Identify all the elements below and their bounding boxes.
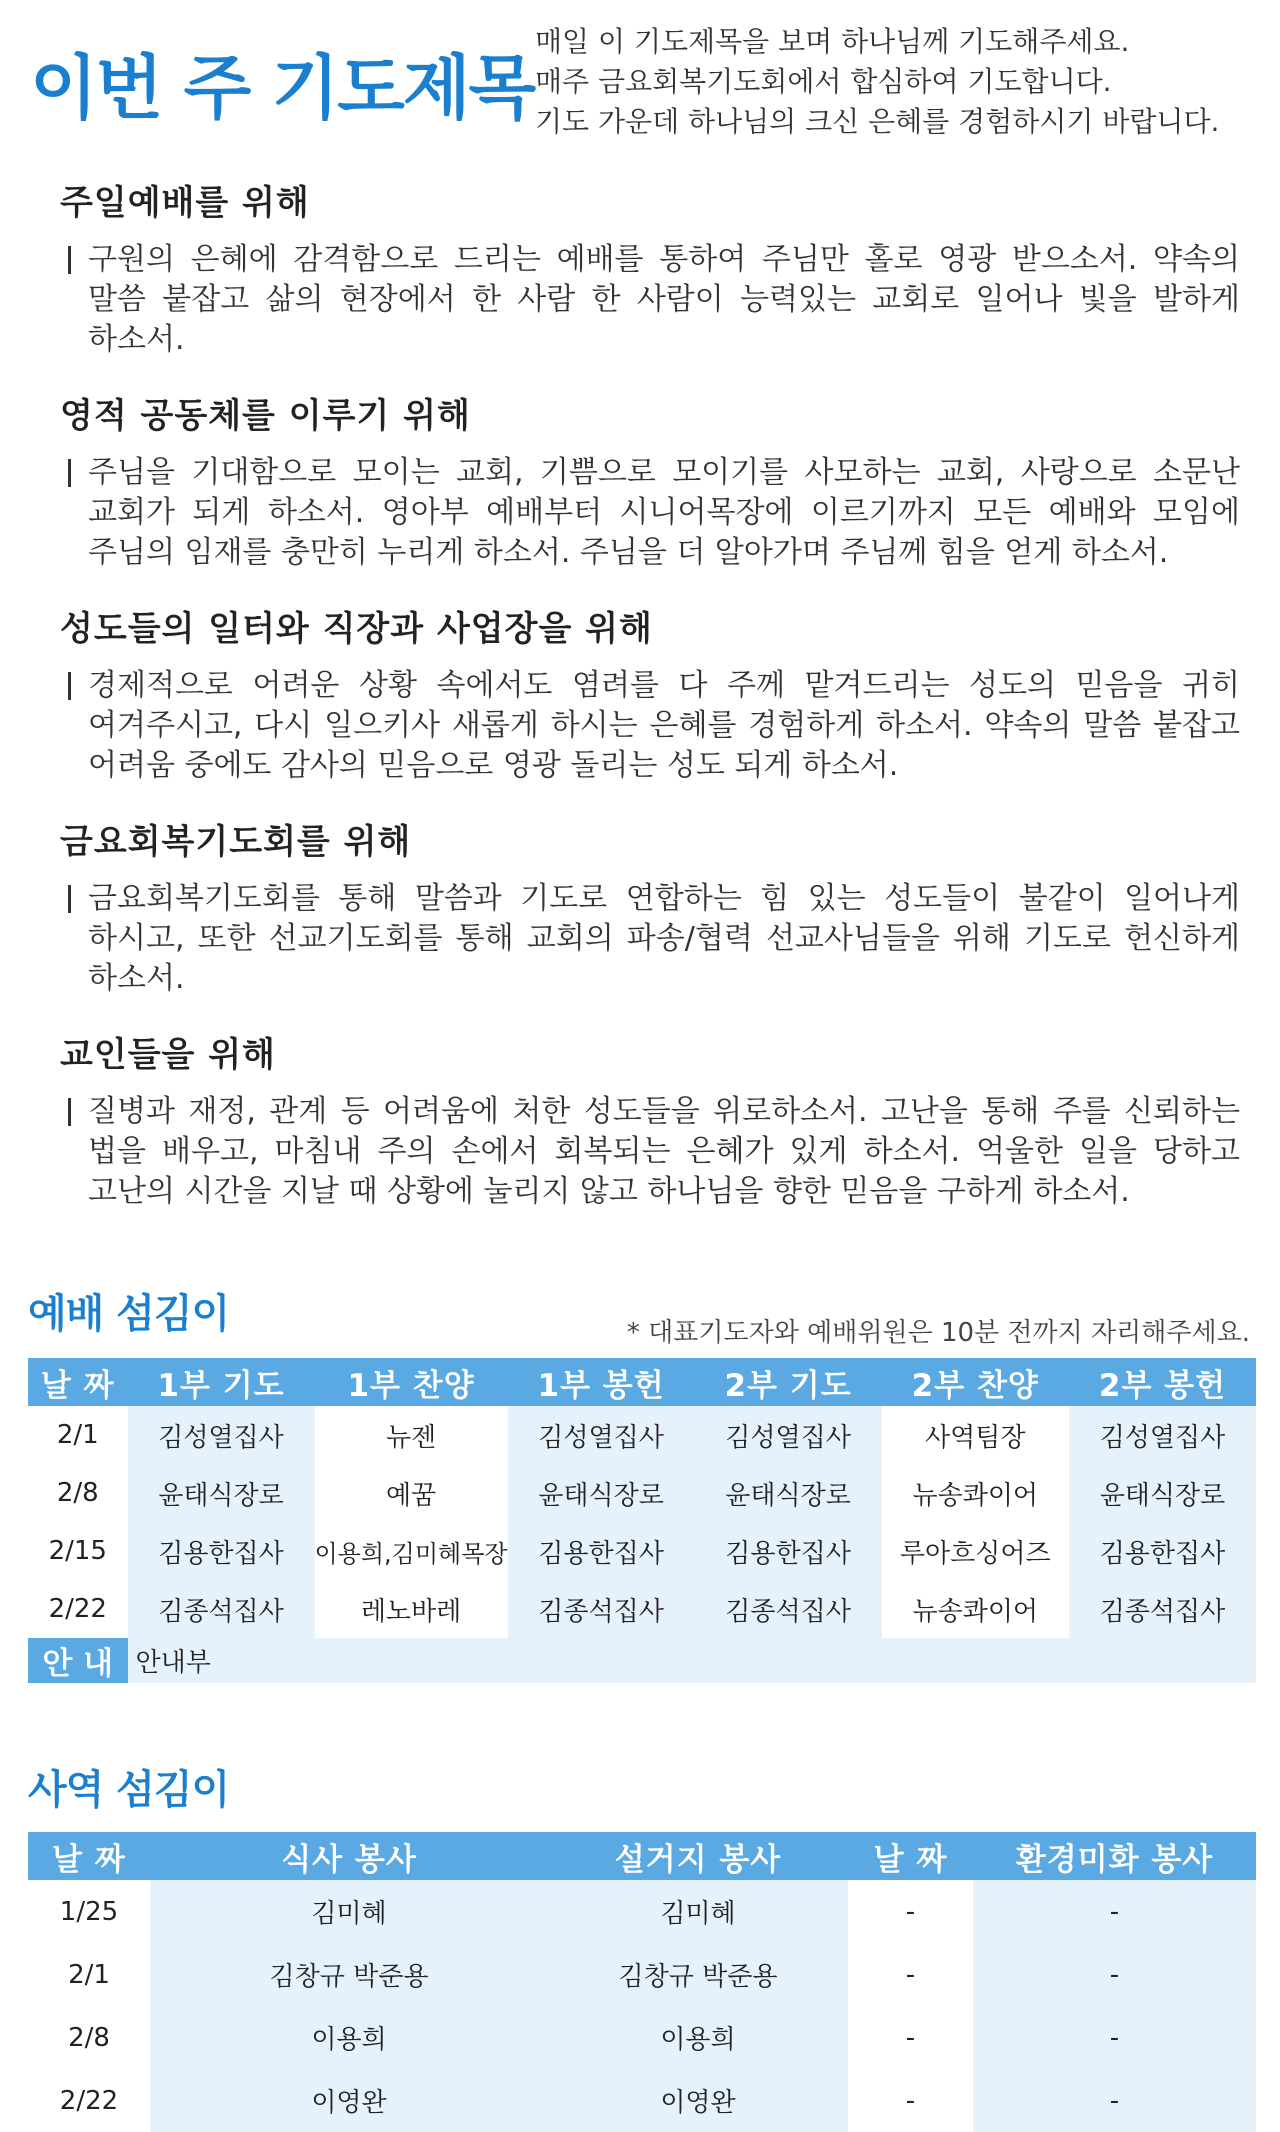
- table-cell: 김창규 박준용: [548, 1943, 848, 2006]
- column-header: 1부 봉헌: [508, 1358, 695, 1406]
- date-cell: 2/22: [28, 2069, 150, 2132]
- column-header: 1부 기도: [128, 1358, 315, 1406]
- column-header: 2부 기도: [695, 1358, 882, 1406]
- table-row: [28, 1464, 1256, 1522]
- column-header: 날 짜: [28, 1832, 150, 1880]
- table-cell: 이용희: [150, 2006, 548, 2069]
- table-cell: 김미혜: [150, 1880, 548, 1943]
- table-cell: 김종석집사: [1069, 1580, 1256, 1638]
- table-cell: -: [905, 1896, 916, 1927]
- date-cell: 2/8: [28, 1464, 128, 1522]
- table-cell: 김성열집사: [508, 1406, 695, 1464]
- table-cell: 김종석집사: [508, 1580, 695, 1638]
- column-header: 날 짜: [28, 1358, 128, 1406]
- table-row: [28, 2006, 1256, 2069]
- table-cell: 김종석집사: [128, 1580, 315, 1638]
- table-cell: 김용한집사: [128, 1522, 315, 1580]
- table-cell: 김성열집사: [128, 1406, 315, 1464]
- table-cell: 루아흐싱어즈: [899, 1538, 1051, 1569]
- date-cell: 1/25: [28, 1880, 150, 1943]
- intro-text: [535, 22, 1219, 142]
- header: [30, 22, 1260, 142]
- table-cell: 윤태식장로: [128, 1464, 315, 1522]
- table-cell: 김용한집사: [695, 1522, 882, 1580]
- date-cell: 2/1: [28, 1406, 128, 1464]
- worship-note: * 대표기도자와 예배위원은 10분 전까지 자리해주세요.: [626, 1318, 1250, 1348]
- prayer-body: 구원의 은혜에 감격함으로 드리는 예배를 통하여 주님만 홀로 영광 받으소서. 약속의 말씀 붙잡고 삶의 현장에서 한 사람 한 사람이 능력있는 교회로 일어나 빛을 발하게 하소서.: [88, 240, 1240, 360]
- table-cell: 윤태식장로: [1069, 1464, 1256, 1522]
- table-cell: 김성열집사: [1069, 1406, 1256, 1464]
- table-cell: 김창규 박준용: [150, 1943, 548, 2006]
- column-header: 설거지 봉사: [548, 1832, 848, 1880]
- worship-table: [28, 1358, 1256, 1683]
- table-cell: 이영완: [548, 2069, 848, 2132]
- table-cell: -: [905, 2085, 916, 2116]
- ministry-header-row: [28, 1832, 1256, 1880]
- table-cell: 김성열집사: [695, 1406, 882, 1464]
- table-cell: 이영완: [150, 2069, 548, 2132]
- table-cell: -: [973, 1943, 1256, 2006]
- table-row: [28, 1406, 1256, 1464]
- table-cell: 이용희,김미혜목장: [314, 1539, 508, 1568]
- table-cell: -: [973, 1880, 1256, 1943]
- guide-row: [28, 1638, 1256, 1683]
- table-cell: 김종석집사: [695, 1580, 882, 1638]
- prayer-section: [60, 1032, 1240, 1212]
- column-header: 날 짜: [848, 1832, 973, 1880]
- date-cell: 2/15: [28, 1522, 128, 1580]
- intro-line: 기도 가운데 하나님의 크신 은혜를 경험하시기 바랍니다.: [535, 105, 1220, 138]
- table-cell: 김미혜: [548, 1880, 848, 1943]
- table-cell: -: [905, 1959, 916, 1990]
- date-cell: 2/1: [28, 1943, 150, 2006]
- prayer-title: 교인들을 위해: [60, 1035, 276, 1075]
- date-cell: 2/8: [28, 2006, 150, 2069]
- table-cell: -: [973, 2069, 1256, 2132]
- ministry-table: [28, 1832, 1256, 2132]
- table-cell: -: [905, 2022, 916, 2053]
- column-header: 1부 찬양: [315, 1358, 508, 1406]
- prayer-section: [60, 606, 1240, 786]
- table-cell: 뉴송콰이어: [912, 1596, 1039, 1627]
- table-cell: 뉴젠: [385, 1422, 437, 1453]
- table-row: [28, 1522, 1256, 1580]
- intro-line: 매일 이 기도제목을 보며 하나님께 기도해주세요.: [535, 25, 1130, 58]
- prayer-title: 주일예배를 위해: [60, 183, 310, 223]
- table-cell: -: [973, 2006, 1256, 2069]
- table-cell: 예꿈: [385, 1480, 437, 1511]
- prayer-body: 금요회복기도회를 통해 말씀과 기도로 연합하는 힘 있는 성도들이 불같이 일어나게 하시고, 또한 선교기도회를 통해 교회의 파송/협력 선교사님들을 위해 기도로 헌신하게 하소서.: [88, 879, 1240, 999]
- prayer-title: 영적 공동체를 이루기 위해: [60, 396, 471, 436]
- table-cell: 김용한집사: [508, 1522, 695, 1580]
- prayer-body: 경제적으로 어려운 상황 속에서도 염려를 다 주께 맡겨드리는 성도의 믿음을 귀히 여겨주시고, 다시 일으키사 새롭게 하시는 은혜를 경험하게 하소서. 약속의 말씀 붙잡고 어려움 중에도 감사의 믿음으로 영광 돌리는 성도 되게 하소서.: [88, 666, 1240, 786]
- prayer-section: [60, 393, 1240, 573]
- page-title: 이번 주 기도제목: [30, 47, 535, 129]
- guide-label: 안 내: [28, 1638, 128, 1683]
- table-row: [28, 1580, 1256, 1638]
- worship-section-title: 예배 섬김이: [28, 1291, 230, 1337]
- column-header: 환경미화 봉사: [973, 1832, 1256, 1880]
- table-cell: 윤태식장로: [695, 1464, 882, 1522]
- prayer-body: 질병과 재정, 관계 등 어려움에 처한 성도들을 위로하소서. 고난을 통해 주를 신뢰하는 법을 배우고, 마침내 주의 손에서 회복되는 은혜가 있게 하소서. 억울한 일을 당하고 고난의 시간을 지날 때 상황에 눌리지 않고 하나님을 향한 믿음을 구하게 하소서.: [88, 1092, 1240, 1212]
- ministry-section-title: 사역 섬김이: [28, 1767, 230, 1813]
- table-cell: 사역팀장: [925, 1422, 1026, 1453]
- table-cell: 레노바레: [360, 1596, 462, 1627]
- prayer-section: [60, 180, 1240, 360]
- table-cell: 이용희: [548, 2006, 848, 2069]
- prayer-title: 금요회복기도회를 위해: [60, 822, 412, 862]
- column-header: 식사 봉사: [150, 1832, 548, 1880]
- table-row: [28, 1880, 1256, 1943]
- table-cell: 윤태식장로: [508, 1464, 695, 1522]
- table-row: [28, 2069, 1256, 2132]
- prayer-body: 주님을 기대함으로 모이는 교회, 기쁨으로 모이기를 사모하는 교회, 사랑으로 소문난 교회가 되게 하소서. 영아부 예배부터 시니어목장에 이르기까지 모든 예배와 모임에 주님의 임재를 충만히 누리게 하소서. 주님을 더 알아가며 주님께 힘을 얻게 하소서.: [88, 453, 1240, 573]
- table-row: [28, 1943, 1256, 2006]
- intro-line: 매주 금요회복기도회에서 합심하여 기도합니다.: [535, 65, 1112, 98]
- prayer-section: [60, 819, 1240, 999]
- worship-header-row: [28, 1358, 1256, 1406]
- prayer-title: 성도들의 일터와 직장과 사업장을 위해: [60, 609, 653, 649]
- date-cell: 2/22: [28, 1580, 128, 1638]
- column-header: 2부 봉헌: [1069, 1358, 1256, 1406]
- table-cell: 뉴송콰이어: [912, 1480, 1039, 1511]
- table-cell: 김용한집사: [1069, 1522, 1256, 1580]
- guide-value: 안내부: [128, 1638, 1256, 1683]
- column-header: 2부 찬양: [882, 1358, 1069, 1406]
